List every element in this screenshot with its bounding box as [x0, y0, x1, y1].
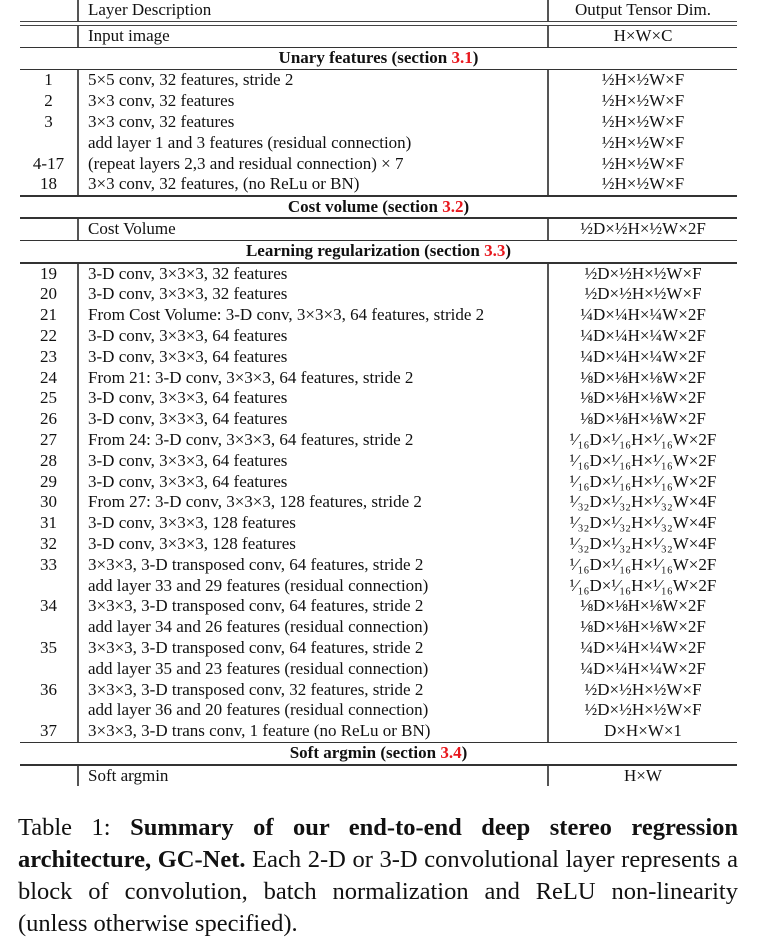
- row-desc: 3-D conv, 3×3×3, 64 features: [88, 450, 288, 470]
- section-ref-link[interactable]: 3.3: [484, 241, 506, 261]
- header-layer-description: Layer Description: [88, 0, 212, 19]
- table-row: [20, 451, 737, 472]
- row-num: 2: [44, 91, 53, 111]
- header-output-dim: Output Tensor Dim.: [575, 0, 711, 19]
- row-desc: 3×3×3, 3-D transposed conv, 32 features, stride 2: [88, 679, 424, 699]
- column-divider: [77, 112, 79, 133]
- table-row: [20, 492, 737, 513]
- row-out: ½D×½H×½W×F: [584, 284, 702, 304]
- row-out: ⅛D×⅛H×⅛W×2F: [580, 388, 706, 408]
- table-row: [20, 388, 737, 409]
- table-row: [20, 409, 737, 430]
- row-num: 27: [40, 429, 57, 449]
- table-row: [20, 555, 737, 576]
- column-divider: [77, 700, 79, 721]
- section-title-text: Unary features (section: [278, 48, 452, 68]
- table-row: [20, 700, 737, 721]
- table-row: [20, 766, 737, 787]
- row-desc: Soft argmin: [88, 765, 169, 785]
- row-num: 29: [40, 471, 57, 491]
- table-row: [20, 219, 737, 240]
- row-out: ½H×½W×F: [601, 132, 685, 152]
- row-out: ¹⁄₃₂D×¹⁄₃₂H×¹⁄₃₂W×4F: [569, 492, 717, 512]
- row-out: ½H×½W×F: [601, 111, 685, 131]
- column-divider: [77, 659, 79, 680]
- section-title-text: Soft argmin (section: [289, 743, 441, 763]
- table-row: [20, 284, 737, 305]
- table-caption: [18, 812, 738, 940]
- architecture-table: [20, 0, 737, 786]
- section-title: [20, 197, 737, 218]
- row-out: ¹⁄₃₂D×¹⁄₃₂H×¹⁄₃₂W×4F: [569, 513, 717, 533]
- row-desc: 3×3×3, 3-D transposed conv, 64 features, stride 2: [88, 596, 424, 616]
- column-divider: [77, 472, 79, 493]
- row-out: ⅛D×⅛H×⅛W×2F: [580, 617, 706, 637]
- row-out: ½H×½W×F: [601, 70, 685, 90]
- row-desc: 3×3×3, 3-D transposed conv, 64 features, stride 2: [88, 554, 424, 574]
- row-desc: 3-D conv, 3×3×3, 32 features: [88, 263, 288, 283]
- row-num: 30: [40, 492, 57, 512]
- row-num: 25: [40, 388, 57, 408]
- caption-label: Table 1:: [18, 814, 131, 841]
- column-divider: [77, 721, 79, 742]
- row-out: ¼D×¼H×¼W×2F: [580, 658, 706, 678]
- column-divider: [77, 409, 79, 430]
- section-title-close: ): [505, 241, 512, 261]
- row-desc: 3-D conv, 3×3×3, 128 features: [88, 513, 296, 533]
- row-out: ¼D×¼H×¼W×2F: [580, 637, 706, 657]
- table-row: [20, 368, 737, 389]
- column-divider: [77, 284, 79, 305]
- row-num: 34: [40, 596, 57, 616]
- row-desc: 3-D conv, 3×3×3, 64 features: [88, 409, 288, 429]
- table-row: [20, 638, 737, 659]
- table-row: [20, 326, 737, 347]
- column-divider: [77, 534, 79, 555]
- section-title: [20, 241, 737, 262]
- table-sections: [20, 47, 737, 787]
- row-num: 3: [44, 111, 53, 131]
- row-out: ⅛D×⅛H×⅛W×2F: [580, 596, 706, 616]
- section-title-text: Learning regularization (section: [245, 241, 485, 261]
- column-divider: [77, 91, 79, 112]
- table-row: [20, 70, 737, 91]
- row-desc: 3×3 conv, 32 features: [88, 91, 235, 111]
- table-row-input: [20, 26, 737, 47]
- table-row: [20, 264, 737, 285]
- row-out: ¹⁄₁₆D×¹⁄₁₆H×¹⁄₁₆W×2F: [569, 471, 717, 491]
- section-title-close: ): [463, 196, 470, 216]
- table-row: [20, 347, 737, 368]
- column-divider: [77, 388, 79, 409]
- row-num: 20: [40, 284, 57, 304]
- column-divider: [77, 638, 79, 659]
- row-desc: add layer 1 and 3 features (residual connection): [88, 132, 412, 152]
- row-desc: 3×3×3, 3-D trans conv, 1 feature (no ReLu or BN): [88, 721, 431, 741]
- section-ref-link[interactable]: 3.4: [440, 743, 462, 763]
- row-num: 35: [40, 637, 57, 657]
- row-num: 28: [40, 450, 57, 470]
- column-divider: [77, 326, 79, 347]
- row-desc: 3-D conv, 3×3×3, 128 features: [88, 533, 296, 553]
- section-title-close: ): [472, 48, 479, 68]
- row-desc: 3×3 conv, 32 features: [88, 111, 235, 131]
- row-num: 36: [40, 679, 57, 699]
- section-title: [20, 743, 737, 764]
- row-out: H×W×C: [613, 25, 673, 45]
- row-out: ¹⁄₁₆D×¹⁄₁₆H×¹⁄₁₆W×2F: [569, 575, 717, 595]
- row-num: 23: [40, 346, 57, 366]
- row-out: ½D×½H×½W×F: [584, 700, 702, 720]
- row-out: ¼D×¼H×¼W×2F: [580, 346, 706, 366]
- row-desc: add layer 35 and 23 features (residual connection): [88, 658, 429, 678]
- row-out: ¼D×¼H×¼W×2F: [580, 305, 706, 325]
- row-desc: From Cost Volume: 3-D conv, 3×3×3, 64 features, stride 2: [88, 305, 485, 325]
- column-divider: [77, 513, 79, 534]
- row-num: 31: [40, 513, 57, 533]
- section-ref-link[interactable]: 3.1: [451, 48, 473, 68]
- row-num: 33: [40, 554, 57, 574]
- row-desc: From 21: 3-D conv, 3×3×3, 64 features, stride 2: [88, 367, 414, 387]
- section-title: [20, 48, 737, 69]
- row-desc: (repeat layers 2,3 and residual connection) × 7: [88, 153, 404, 173]
- row-out: H×W: [624, 765, 662, 785]
- column-divider: [77, 154, 79, 175]
- table-row: [20, 659, 737, 680]
- column-divider: [77, 680, 79, 701]
- row-desc: From 27: 3-D conv, 3×3×3, 128 features, stride 2: [88, 492, 422, 512]
- row-num: 21: [40, 305, 57, 325]
- row-num: 26: [40, 409, 57, 429]
- row-out: ½D×½H×½W×F: [584, 263, 702, 283]
- row-out: ½H×½W×F: [601, 174, 685, 194]
- row-num: 4-17: [32, 153, 65, 173]
- table-row: [20, 576, 737, 597]
- row-desc: 3-D conv, 3×3×3, 64 features: [88, 325, 288, 345]
- column-divider: [77, 174, 79, 195]
- table-row: [20, 430, 737, 451]
- row-out: ⅛D×⅛H×⅛W×2F: [580, 409, 706, 429]
- row-out: ½H×½W×F: [601, 153, 685, 173]
- row-desc: 5×5 conv, 32 features, stride 2: [88, 70, 294, 90]
- column-divider: [77, 305, 79, 326]
- table-row: [20, 154, 737, 175]
- row-desc: Cost Volume: [88, 218, 176, 238]
- row-num: 24: [40, 367, 57, 387]
- row-out: ¹⁄₃₂D×¹⁄₃₂H×¹⁄₃₂W×4F: [569, 533, 717, 553]
- row-desc: add layer 34 and 26 features (residual connection): [88, 617, 429, 637]
- row-out: ½D×½H×½W×F: [584, 679, 702, 699]
- row-num: 22: [40, 325, 57, 345]
- row-desc: From 24: 3-D conv, 3×3×3, 64 features, stride 2: [88, 429, 414, 449]
- table-row: [20, 596, 737, 617]
- row-out: ¹⁄₁₆D×¹⁄₁₆H×¹⁄₁₆W×2F: [569, 429, 717, 449]
- row-desc: add layer 33 and 29 features (residual connection): [88, 575, 429, 595]
- table-row: [20, 721, 737, 742]
- row-out: ¹⁄₁₆D×¹⁄₁₆H×¹⁄₁₆W×2F: [569, 554, 717, 574]
- row-out: ½H×½W×F: [601, 91, 685, 111]
- column-divider: [77, 219, 79, 240]
- row-num: 19: [40, 263, 57, 283]
- table-row: [20, 91, 737, 112]
- column-divider: [77, 347, 79, 368]
- row-num: 37: [40, 721, 57, 741]
- column-divider: [77, 617, 79, 638]
- column-divider: [77, 0, 79, 21]
- table-row: [20, 680, 737, 701]
- row-out: ½D×½H×½W×2F: [580, 218, 706, 238]
- row-num: 1: [44, 70, 53, 90]
- table-row: [20, 305, 737, 326]
- column-divider: [77, 264, 79, 285]
- column-divider: [77, 596, 79, 617]
- table-row: [20, 112, 737, 133]
- section-title-text: Cost volume (section: [287, 196, 443, 216]
- table-row: [20, 617, 737, 638]
- row-desc: Input image: [88, 25, 170, 45]
- row-desc: 3×3 conv, 32 features, (no ReLu or BN): [88, 174, 360, 194]
- row-num: 18: [40, 174, 57, 194]
- row-desc: 3×3×3, 3-D transposed conv, 64 features, stride 2: [88, 637, 424, 657]
- caption-text: Each 2-D or 3-D convolutional layer represents a block of convolution, batch normalization and ReLU non-linearity (unless otherwise specified).: [18, 846, 738, 937]
- column-divider: [77, 368, 79, 389]
- column-divider: [77, 430, 79, 451]
- caption-bold-title: Summary of our end-to-end deep stereo regression architecture, GC-Net.: [18, 814, 738, 873]
- row-desc: add layer 36 and 20 features (residual connection): [88, 700, 429, 720]
- column-divider: [77, 555, 79, 576]
- row-out: ¹⁄₁₆D×¹⁄₁₆H×¹⁄₁₆W×2F: [569, 450, 717, 470]
- row-num: 32: [40, 533, 57, 553]
- row-out: D×H×W×1: [604, 721, 682, 741]
- table-row: [20, 472, 737, 493]
- row-out: ¼D×¼H×¼W×2F: [580, 325, 706, 345]
- row-desc: 3-D conv, 3×3×3, 64 features: [88, 388, 288, 408]
- section-ref-link[interactable]: 3.2: [442, 196, 464, 216]
- column-divider: [77, 133, 79, 154]
- table-header-row: [20, 0, 737, 21]
- section-title-close: ): [461, 743, 468, 763]
- row-desc: 3-D conv, 3×3×3, 64 features: [88, 346, 288, 366]
- table-row: [20, 513, 737, 534]
- column-divider: [77, 492, 79, 513]
- row-out: ⅛D×⅛H×⅛W×2F: [580, 367, 706, 387]
- table-row: [20, 174, 737, 195]
- column-divider: [77, 766, 79, 787]
- column-divider: [77, 26, 79, 47]
- table-row: [20, 534, 737, 555]
- column-divider: [77, 70, 79, 91]
- column-divider: [77, 576, 79, 597]
- row-desc: 3-D conv, 3×3×3, 64 features: [88, 471, 288, 491]
- column-divider: [77, 451, 79, 472]
- row-desc: 3-D conv, 3×3×3, 32 features: [88, 284, 288, 304]
- table-row: [20, 133, 737, 154]
